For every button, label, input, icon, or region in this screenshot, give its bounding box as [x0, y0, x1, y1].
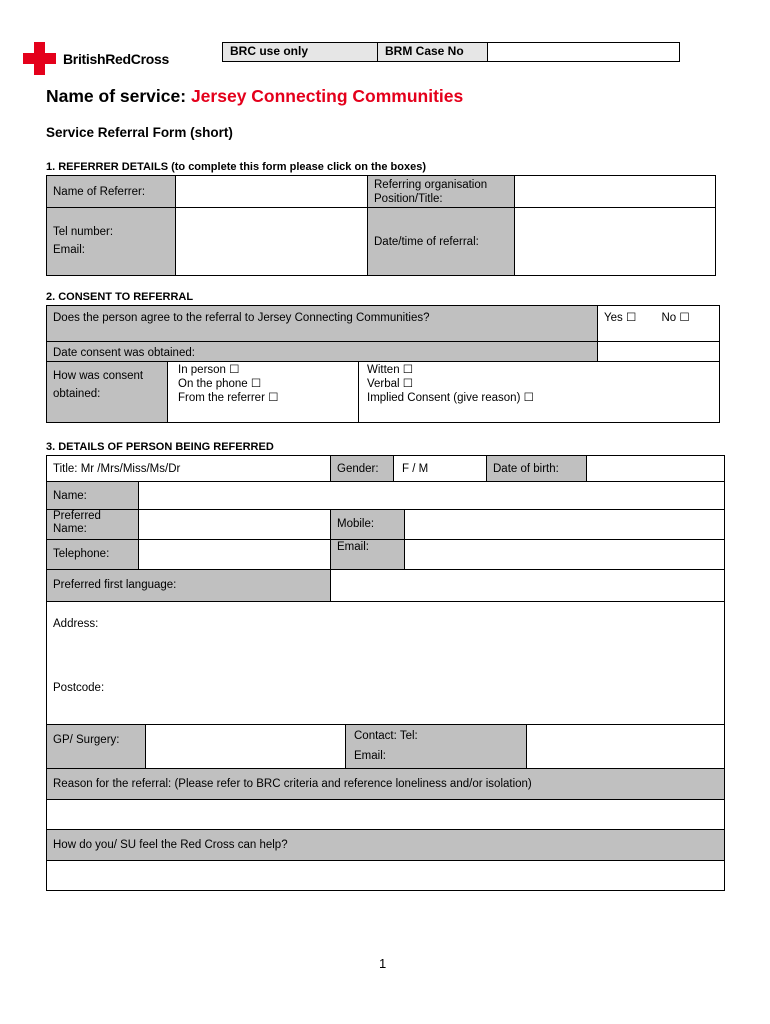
tel-email-field[interactable]	[175, 207, 368, 276]
title-prefix: Name of service:	[46, 86, 187, 106]
tel-email-label	[46, 207, 176, 276]
reason-label: Reason for the referral: (Please refer to BRC criteria and reference loneliness and/or isolation)	[46, 768, 725, 800]
brc-use-only-label: BRC use only	[223, 43, 378, 61]
brand-name: BritishRedCross	[63, 51, 169, 67]
tel-number-label: Tel number:	[53, 226, 114, 238]
consent-no-checkbox[interactable]: No ☐	[661, 312, 690, 324]
gp-surgery-field[interactable]	[145, 724, 346, 769]
title-options[interactable]: Title: Mr /Mrs/Miss/Ms/Dr	[46, 455, 331, 482]
date-of-birth-label: Date of birth:	[486, 455, 587, 482]
form-subtitle: Service Referral Form (short)	[46, 125, 233, 140]
how-consent-label	[46, 361, 168, 423]
section2-title: 2. CONSENT TO REFERRAL	[46, 291, 194, 303]
help-field[interactable]	[46, 860, 725, 891]
section1-title: 1. REFERRER DETAILS (to complete this form please click on the boxes)	[46, 161, 426, 173]
date-of-birth-field[interactable]	[586, 455, 725, 482]
date-consent-label: Date consent was obtained:	[46, 341, 598, 362]
email-field[interactable]	[404, 539, 725, 570]
contact-field[interactable]	[526, 724, 725, 769]
email-label-s3: Email:	[330, 539, 405, 570]
reason-field[interactable]	[46, 799, 725, 830]
preferred-name-line2: Name:	[53, 523, 87, 535]
office-use-box	[222, 42, 680, 62]
name-of-referrer-field[interactable]	[175, 175, 368, 208]
mobile-label: Mobile:	[330, 509, 405, 540]
page-number: 1	[379, 956, 387, 971]
date-consent-field[interactable]	[597, 341, 720, 362]
preferred-language-field[interactable]	[330, 569, 725, 602]
datetime-referral-label: Date/time of referral:	[367, 207, 515, 276]
implied-consent-checkbox[interactable]: Implied Consent (give reason) ☐	[367, 392, 534, 404]
consent-yes-checkbox[interactable]: Yes ☐	[604, 312, 637, 324]
datetime-referral-field[interactable]	[514, 207, 716, 276]
postcode-label: Postcode:	[53, 682, 105, 694]
address-label: Address:	[53, 618, 99, 630]
contact-tel-label: Contact: Tel:	[354, 730, 418, 742]
email-label: Email:	[53, 244, 85, 256]
referring-org-line2: Position/Title:	[374, 193, 443, 205]
referring-organisation-field[interactable]	[514, 175, 716, 208]
service-name: Jersey Connecting Communities	[190, 86, 464, 106]
gp-surgery-label: GP/ Surgery:	[46, 724, 146, 769]
written-checkbox[interactable]: Witten ☐	[367, 364, 414, 376]
telephone-field[interactable]	[138, 539, 331, 570]
contact-email-label: Email:	[354, 750, 386, 762]
preferred-name-label	[46, 509, 139, 540]
consent-method-options-1	[167, 361, 359, 423]
verbal-checkbox[interactable]: Verbal ☐	[367, 378, 414, 390]
red-cross-logo-icon	[23, 42, 56, 75]
section3-title: 3. DETAILS OF PERSON BEING REFERRED	[46, 441, 274, 453]
name-field[interactable]	[138, 481, 725, 510]
how-consent-line1: How was consent	[53, 370, 144, 382]
preferred-name-line1: Preferred	[53, 510, 101, 522]
brm-case-no-field[interactable]	[488, 43, 679, 61]
consent-method-options-2	[358, 361, 720, 423]
contact-label	[345, 724, 527, 769]
address-box[interactable]	[46, 601, 725, 725]
in-person-checkbox[interactable]: In person ☐	[178, 364, 240, 376]
name-label: Name:	[46, 481, 139, 510]
help-label: How do you/ SU feel the Red Cross can help?	[46, 829, 725, 861]
mobile-field[interactable]	[404, 509, 725, 540]
on-phone-checkbox[interactable]: On the phone ☐	[178, 378, 262, 390]
referring-org-line1: Referring organisation	[374, 179, 488, 191]
telephone-label: Telephone:	[46, 539, 139, 570]
gender-label: Gender:	[330, 455, 394, 482]
gender-options[interactable]: F / M	[393, 455, 487, 482]
name-of-referrer-label: Name of Referrer:	[46, 175, 176, 208]
how-consent-line2: obtained:	[53, 388, 101, 400]
preferred-name-field[interactable]	[138, 509, 331, 540]
consent-question: Does the person agree to the referral to Jersey Connecting Communities?	[46, 305, 598, 342]
from-referrer-checkbox[interactable]: From the referrer ☐	[178, 392, 279, 404]
referring-organisation-label	[367, 175, 515, 208]
brm-case-no-label: BRM Case No	[378, 43, 488, 61]
preferred-language-label: Preferred first language:	[46, 569, 331, 602]
consent-yes-no	[597, 305, 720, 342]
page-title	[46, 86, 463, 107]
